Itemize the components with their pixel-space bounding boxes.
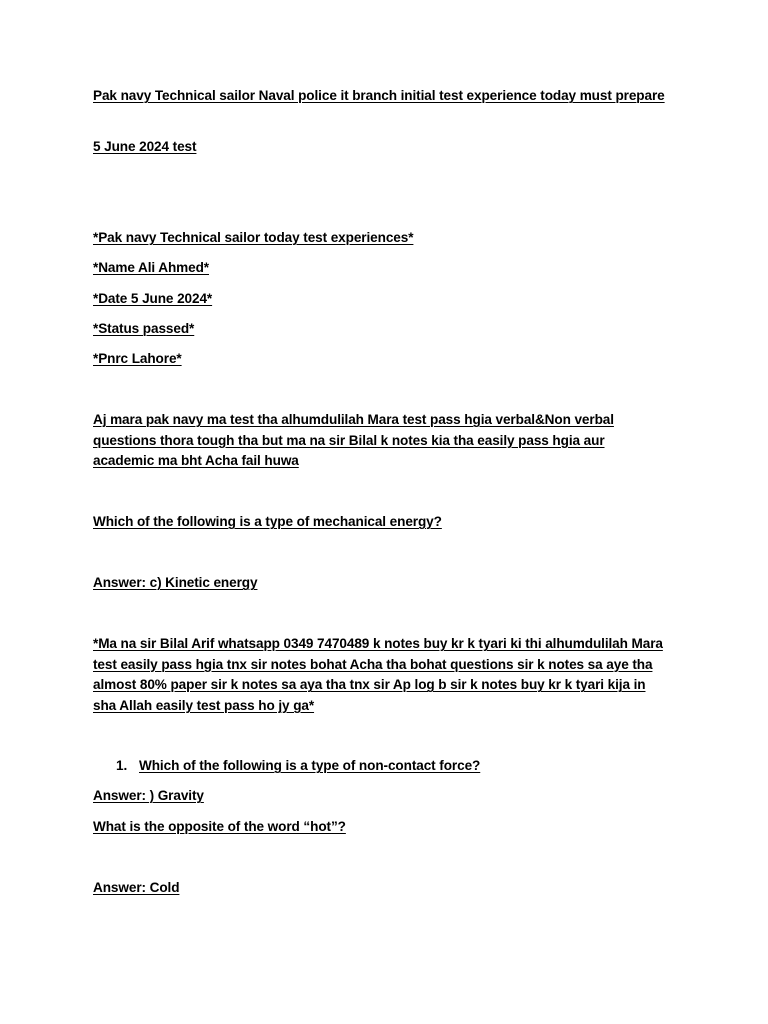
promo-paragraph: *Ma na sir Bilal Arif whatsapp 0349 7470489 k notes buy kr k tyari ki thi alhumdulilah Mara test easily pass hgia tnx sir notes bohat Acha tha bohat questions sir k notes sa aye tha almost 80% paper sir k notes sa aya tha tnx sir Ap log b sir k notes buy kr k tyari kija in sha Allah easily test pass ho jy ga* [93,636,663,713]
candidate-name: *Name Ali Ahmed* [93,260,209,275]
status-text: *Status passed* [93,321,195,336]
experience-heading: *Pak navy Technical sailor today test experiences* [93,230,414,245]
numbered-list-item [116,756,676,777]
test-date: 5 June 2024 test [93,139,197,154]
answer-cold: Answer: Cold [93,880,180,895]
test-center: *Pnrc Lahore* [93,351,182,366]
document-title: Pak navy Technical sailor Naval police it branch initial test experience today must prepare [93,88,665,103]
question-opposite-hot: What is the opposite of the word “hot”? [93,819,346,834]
question-mechanical-energy: Which of the following is a type of mechanical energy? [93,514,442,529]
intro-paragraph: Aj mara pak navy ma test tha alhumdulilah Mara test pass hgia verbal&Non verbal questions thora tough tha but ma na sir Bilal k notes kia tha easily pass hgia aur academic ma bht Acha fail huwa [93,412,614,469]
list-number: 1. [116,758,128,773]
answer-kinetic-energy: Answer: c) Kinetic energy [93,575,258,590]
experience-date: *Date 5 June 2024* [93,291,213,306]
answer-gravity: Answer: ) Gravity [93,788,204,803]
question-non-contact-force: Which of the following is a type of non-contact force? [139,758,481,773]
